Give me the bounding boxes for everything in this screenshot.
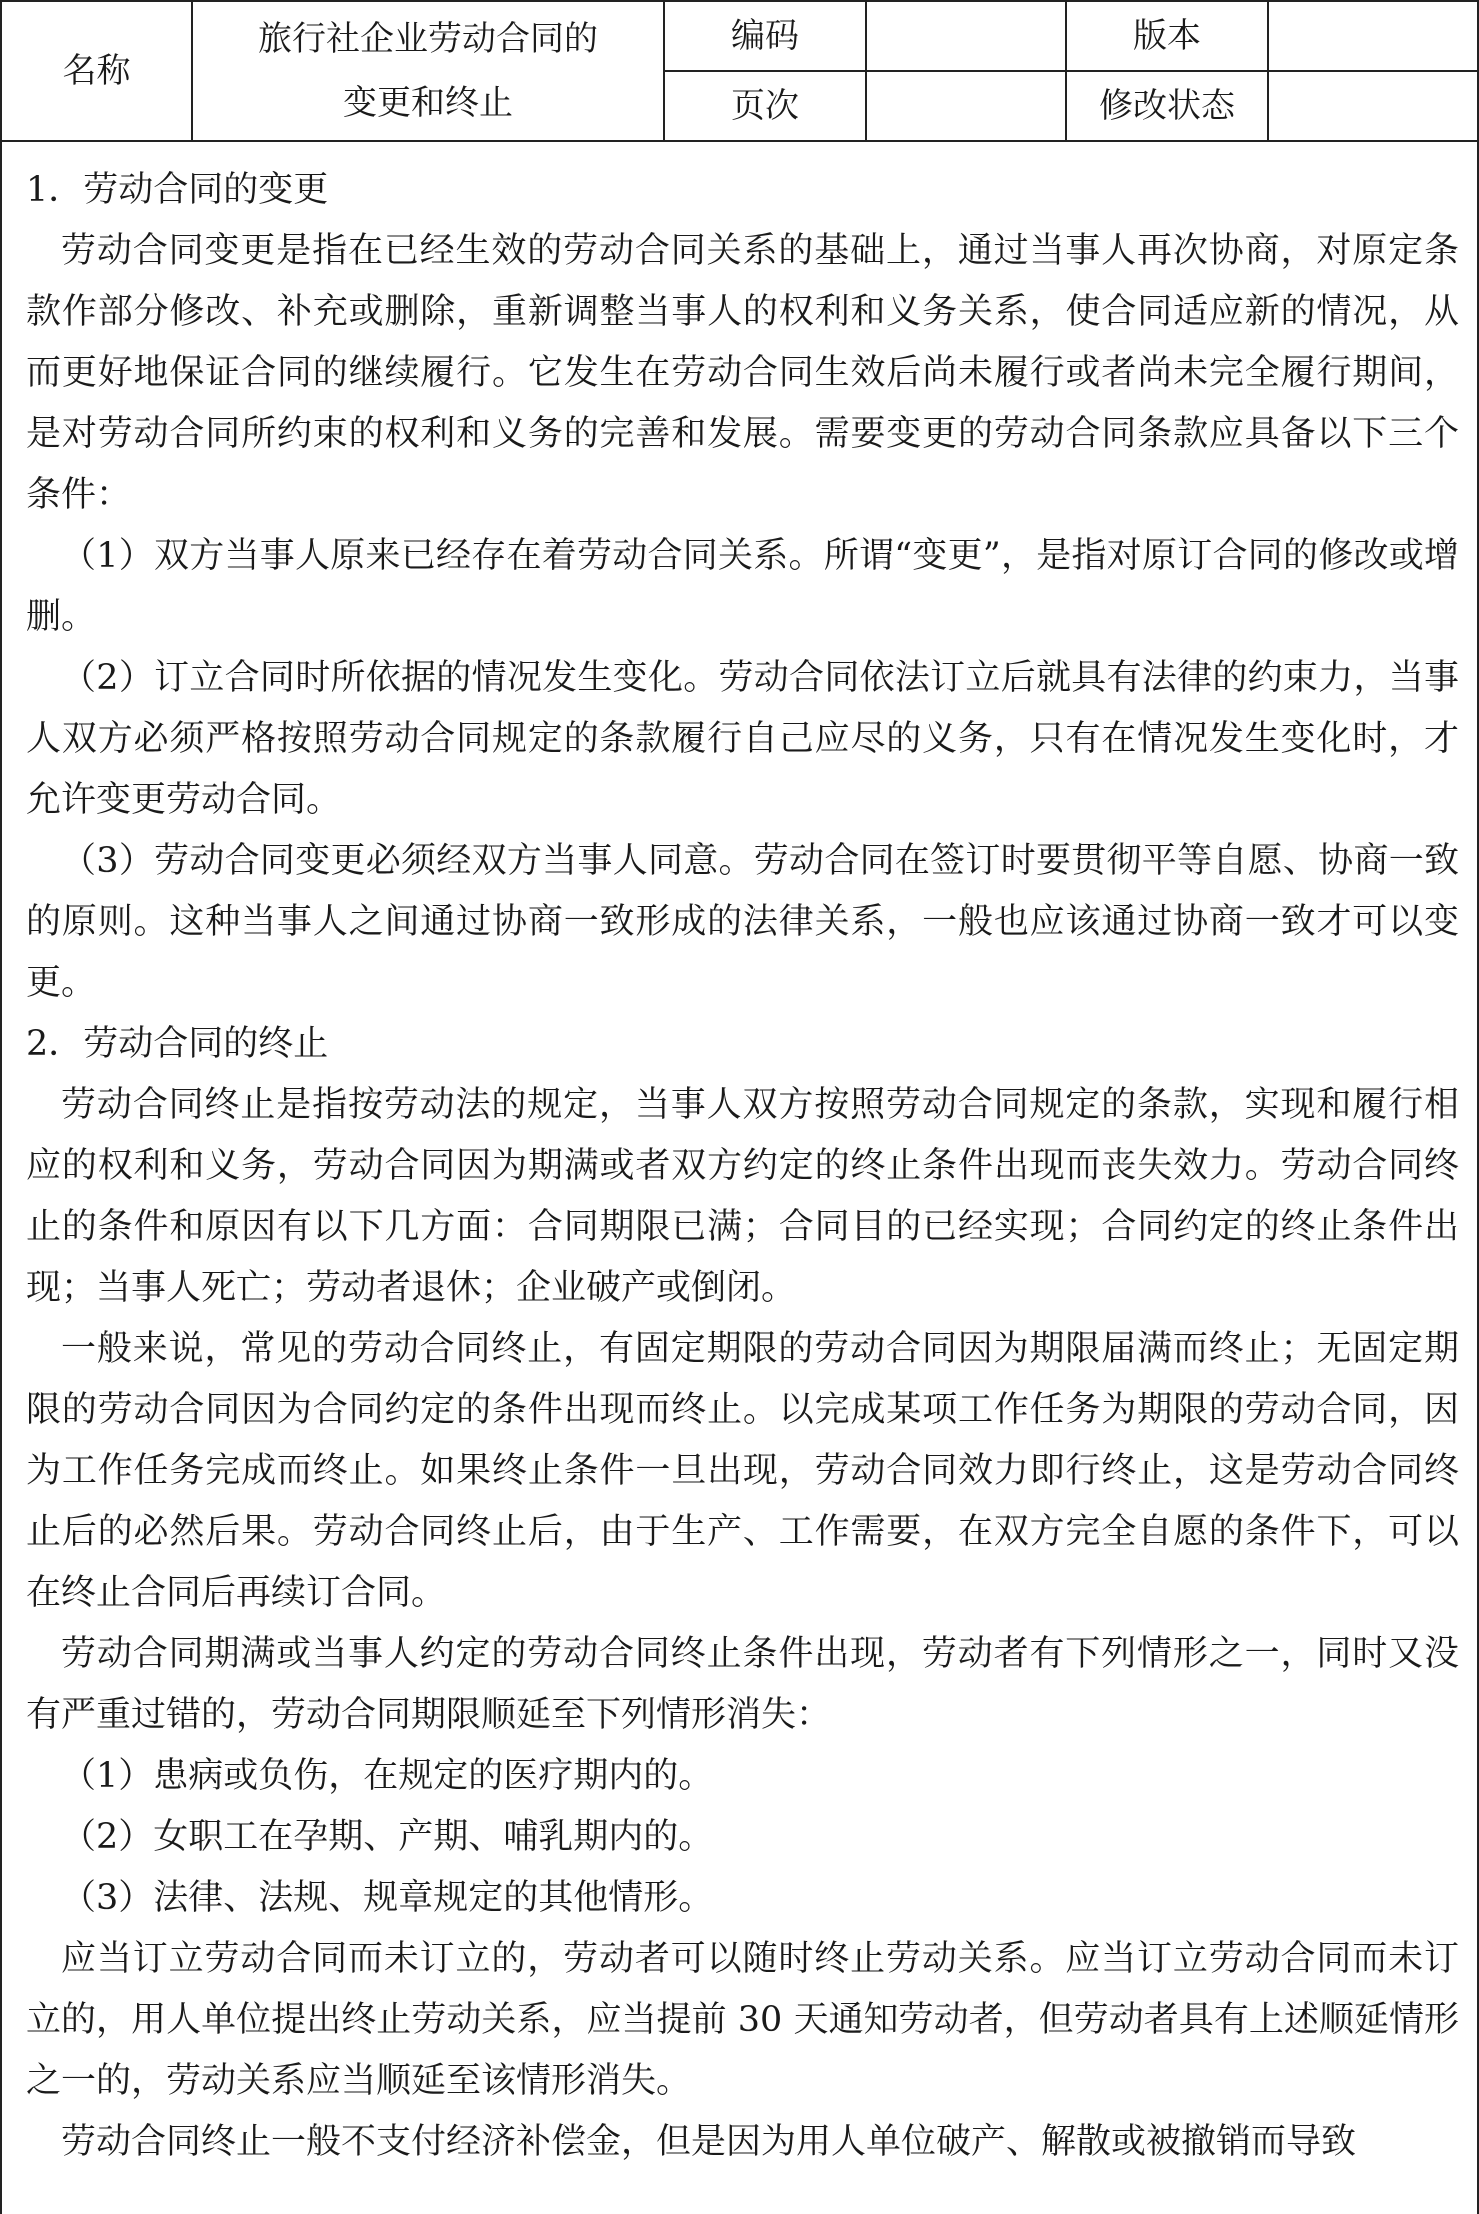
version-value-cell	[1268, 2, 1479, 71]
page-label-cell	[664, 71, 866, 141]
paragraph-termination-extension: 劳动合同期满或当事人约定的劳动合同终止条件出现，劳动者有下列情形之一，同时又没有严重过错的，劳动合同期限顺延至下列情形消失：	[26, 1634, 1459, 1735]
document-body	[2, 142, 1477, 2173]
paragraph-condition-3: （3）劳动合同变更必须经双方当事人同意。劳动合同在签订时要贯彻平等自愿、协商一致的原则。这种当事人之间通过协商一致形成的法律关系，一般也应该通过协商一致才可以变更。	[26, 841, 1459, 1003]
page-label: 页次	[731, 86, 799, 126]
version-label: 版本	[1133, 16, 1201, 56]
code-label: 编码	[731, 16, 799, 56]
status-label-cell	[1066, 71, 1268, 141]
paragraph-compensation: 劳动合同终止一般不支付经济补偿金，但是因为用人单位破产、解散或被撤销而导致	[61, 2122, 1357, 2162]
paragraph-termination-definition: 劳动合同终止是指按劳动法的规定，当事人双方按照劳动合同规定的条款，实现和履行相应的权利和义务，劳动合同因为期满或者双方约定的终止条件出现而丧失效力。劳动合同终止的条件和原因有以下几方面：合同期限已满；合同目的已经实现；合同约定的终止条件出现；当事人死亡；劳动者退休；企业破产或倒闭。	[26, 1085, 1459, 1308]
status-label: 修改状态	[1099, 86, 1235, 126]
code-label-cell	[664, 2, 866, 71]
document-title-line1: 旅行社企业劳动合同的	[258, 19, 598, 59]
section-heading-termination: 2．劳动合同的终止	[26, 1024, 329, 1064]
page-value-cell	[866, 71, 1066, 141]
name-label: 名称	[62, 51, 131, 91]
document-header-table	[2, 2, 1479, 142]
document-title-line2: 变更和终止	[343, 83, 513, 123]
paragraph-condition-1: （1）双方当事人原来已经存在着劳动合同关系。所谓“变更”，是指对原订合同的修改或增删。	[26, 536, 1459, 637]
paragraph-termination-common: 一般来说，常见的劳动合同终止，有固定期限的劳动合同因为期限届满而终止；无固定期限的劳动合同因为合同约定的条件出现而终止。以完成某项工作任务为期限的劳动合同，因为工作任务完成而终止。如果终止条件一旦出现，劳动合同效力即行终止，这是劳动合同终止后的必然后果。劳动合同终止后，由于生产、工作需要，在双方完全自愿的条件下，可以在终止合同后再续订合同。	[26, 1329, 1459, 1613]
section-heading-change: 1．劳动合同的变更	[26, 170, 329, 210]
list-item-extension-1: （1）患病或负伤，在规定的医疗期内的。	[61, 1756, 714, 1796]
name-label-cell	[2, 2, 192, 141]
title-cell	[192, 2, 664, 141]
list-item-extension-3: （3）法律、法规、规章规定的其他情形。	[61, 1878, 714, 1918]
code-value-cell	[866, 2, 1066, 71]
version-label-cell	[1066, 2, 1268, 71]
paragraph-unsigned-contract: 应当订立劳动合同而未订立的，劳动者可以随时终止劳动关系。应当订立劳动合同而未订立的，用人单位提出终止劳动关系，应当提前 30 天通知劳动者，但劳动者具有上述顺延情形之一的，劳动关系应当顺延至该情形消失。	[26, 1939, 1459, 2101]
paragraph-condition-2: （2）订立合同时所依据的情况发生变化。劳动合同依法订立后就具有法律的约束力，当事人双方必须严格按照劳动合同规定的条款履行自己应尽的义务，只有在情况发生变化时，才允许变更劳动合同。	[26, 658, 1459, 820]
list-item-extension-2: （2）女职工在孕期、产期、哺乳期内的。	[61, 1817, 714, 1857]
paragraph-change-definition: 劳动合同变更是指在已经生效的劳动合同关系的基础上，通过当事人再次协商，对原定条款作部分修改、补充或删除，重新调整当事人的权利和义务关系，使合同适应新的情况，从而更好地保证合同的继续履行。它发生在劳动合同生效后尚未履行或者尚未完全履行期间，是对劳动合同所约束的权利和义务的完善和发展。需要变更的劳动合同条款应具备以下三个条件：	[26, 231, 1459, 515]
status-value-cell	[1268, 71, 1479, 141]
